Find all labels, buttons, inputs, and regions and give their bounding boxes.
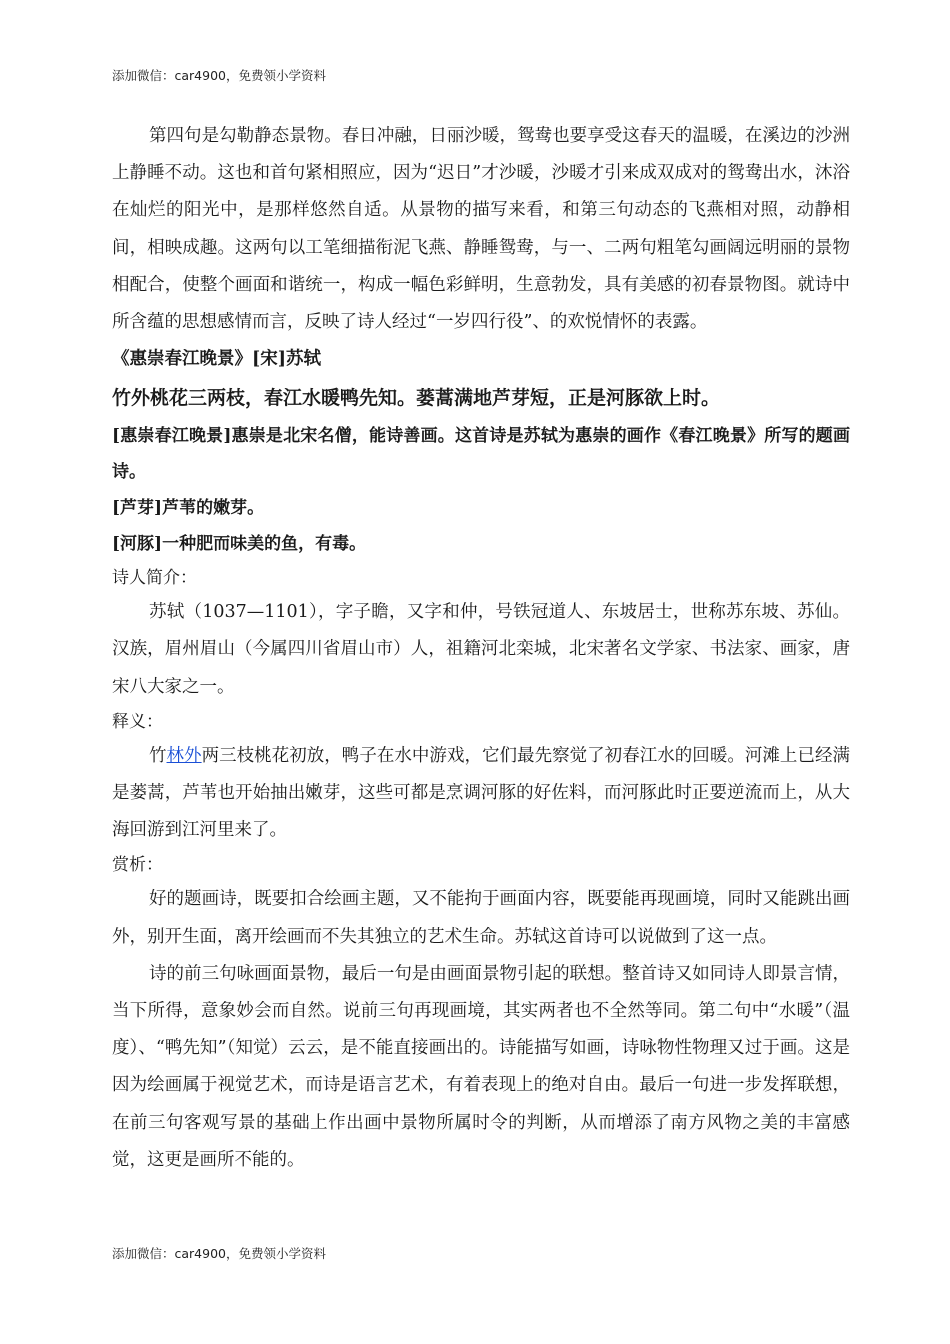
meaning-link[interactable]: 林外: [166, 745, 202, 766]
poem-text: 竹外桃花三两枝，春江水暖鸭先知。蒌蒿满地芦芽短，正是河豚欲上时。: [112, 387, 721, 410]
page-footer: 添加微信：car4900，免费领小学资料: [112, 1246, 326, 1261]
meaning-suffix: 两三枝桃花初放，鸭子在水中游戏，它们最先察觉了初春江水的回暖。河滩上已经满是蒌蒿，芦苇也开始抽出嫩芽，这些可都是烹调河豚的好佐料，而河豚此时正要逆流而上，从大海回游到江河里来了。: [112, 745, 851, 841]
page-header: 添加微信：car4900，免费领小学资料: [112, 68, 326, 83]
paragraph-analysis-line-four: 第四句是勾勒静态景物。春日冲融，日丽沙暖，鸳鸯也要享受这春天的温暖，在溪边的沙洲上静睡不动。这也和首句紧相照应，因为“迟日”才沙暖，沙暖才引来成双成对的鸳鸯出水，沐浴在灿烂的阳光中，是那样悠然自适。从景物的描写来看，和第三句动态的飞燕相对照，动静相间，相映成趣。这两句以工笔细描衔泥飞燕、静睡鸳鸯，与一、二两句粗笔勾画阔远明丽的景物相配合，使整个画面和谐统一，构成一幅色彩鲜明，生意勃发，具有美感的初春景物图。就诗中所含蕴的思想感情而言，反映了诗人经过“一岁四行役”、的欢悦情怀的表露。: [112, 126, 850, 333]
note-reed-sprout: [芦芽]芦苇的嫩芽。: [112, 498, 265, 519]
document-body: [112, 118, 850, 1179]
meaning-prefix: 竹: [149, 745, 167, 766]
meaning-label: 释义：: [112, 711, 163, 732]
appreciation-paragraph-1: 好的题画诗，既要扣合绘画主题，又不能拘于画面内容，既要能再现画境，同时又能跳出画外，别开生面，离开绘画而不失其独立的艺术生命。苏轼这首诗可以说做到了这一点。: [112, 889, 850, 947]
note-pufferfish: [河豚]一种肥而味美的鱼，有毒。: [112, 534, 367, 555]
poet-intro-label: 诗人简介：: [112, 568, 197, 589]
meaning-text: [112, 738, 850, 850]
poet-intro-text: 苏轼（1037—1101），字子瞻，又字和仲，号铁冠道人、东坡居士，世称苏东坡、苏仙。汉族，眉州眉山（今属四川省眉山市）人，祖籍河北栾城，北宋著名文学家、书法家、画家，唐宋八大家之一。: [112, 602, 850, 697]
appreciation-paragraph-2: 诗的前三句咏画面景物，最后一句是由画面景物引起的联想。整首诗又如同诗人即景言情，当下所得，意象妙会而自然。说前三句再现画境，其实两者也不全然等同。第二句中“水暖”（温度）、“鸭先知”（知觉）云云，是不能直接画出的。诗能描写如画，诗咏物性物理又过于画。这是因为绘画属于视觉艺术，而诗是语言艺术，有着表现上的绝对自由。最后一句进一步发挥联想，在前三句客观写景的基础上作出画中景物所属时令的判断，从而增添了南方风物之美的丰富感觉，这更是画所不能的。: [112, 963, 850, 1170]
poem-title: 《惠崇春江晚景》[宋]苏轼: [112, 349, 322, 370]
note-title-explanation: [惠崇春江晚景]惠崇是北宋名僧，能诗善画。这首诗是苏轼为惠崇的画作《春江晚景》所写的题画诗。: [112, 426, 850, 483]
appreciation-label: 赏析：: [112, 855, 163, 876]
